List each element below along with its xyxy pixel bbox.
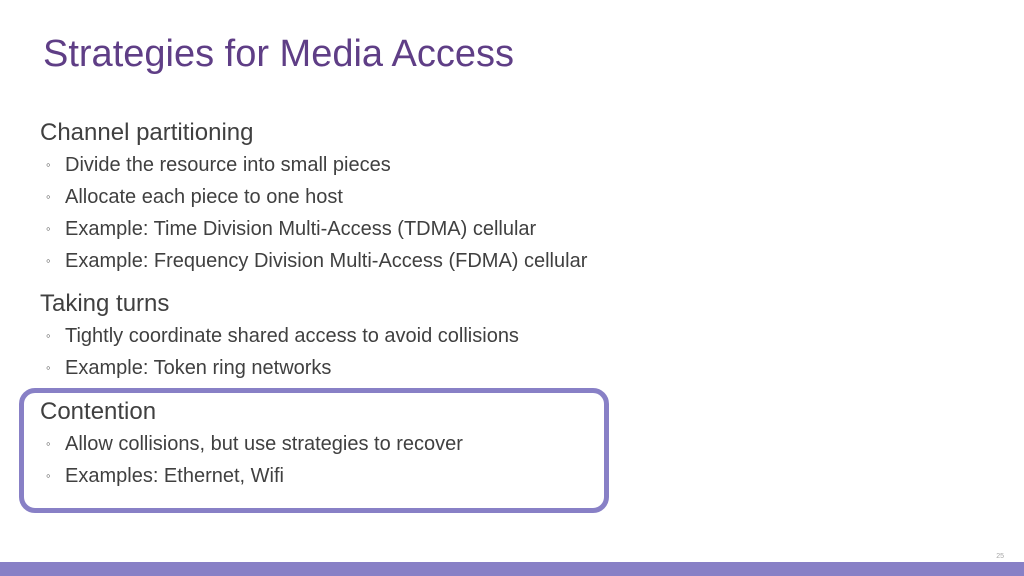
bullet-text: Example: Frequency Division Multi-Access (FDMA) cellular	[65, 250, 588, 272]
section-channel-partitioning	[40, 117, 587, 277]
section-heading: Contention	[40, 398, 157, 425]
footer-bar	[0, 562, 1024, 576]
bullet-circle-icon: ◦	[46, 436, 51, 451]
bullet-item	[40, 352, 519, 384]
bullet-item	[40, 460, 463, 492]
bullet-text: Allocate each piece to one host	[65, 186, 343, 208]
bullet-text: Allow collisions, but use strategies to recover	[65, 433, 463, 455]
bullet-text: Tightly coordinate shared access to avoid collisions	[65, 325, 519, 347]
bullet-item	[40, 245, 587, 277]
bullet-circle-icon: ◦	[46, 360, 51, 375]
bullet-circle-icon: ◦	[46, 253, 51, 268]
bullet-text: Example: Time Division Multi-Access (TDMA) cellular	[65, 218, 537, 240]
bullet-item	[40, 428, 463, 460]
section-heading: Taking turns	[40, 290, 170, 317]
bullet-item	[40, 181, 587, 213]
slide-title: Strategies for Media Access	[43, 33, 514, 75]
bullet-circle-icon: ◦	[46, 468, 51, 483]
bullet-item	[40, 320, 519, 352]
bullet-circle-icon: ◦	[46, 328, 51, 343]
section-heading: Channel partitioning	[40, 119, 254, 146]
bullet-text: Divide the resource into small pieces	[65, 154, 391, 176]
bullet-circle-icon: ◦	[46, 221, 51, 236]
bullet-item	[40, 149, 587, 181]
bullet-text: Examples: Ethernet, Wifi	[65, 465, 284, 487]
bullet-item	[40, 213, 587, 245]
bullet-circle-icon: ◦	[46, 189, 51, 204]
bullet-text: Example: Token ring networks	[65, 357, 332, 379]
section-contention	[40, 396, 463, 492]
bullet-circle-icon: ◦	[46, 157, 51, 172]
slide-number: 25	[996, 553, 1004, 560]
section-taking-turns	[40, 288, 519, 384]
